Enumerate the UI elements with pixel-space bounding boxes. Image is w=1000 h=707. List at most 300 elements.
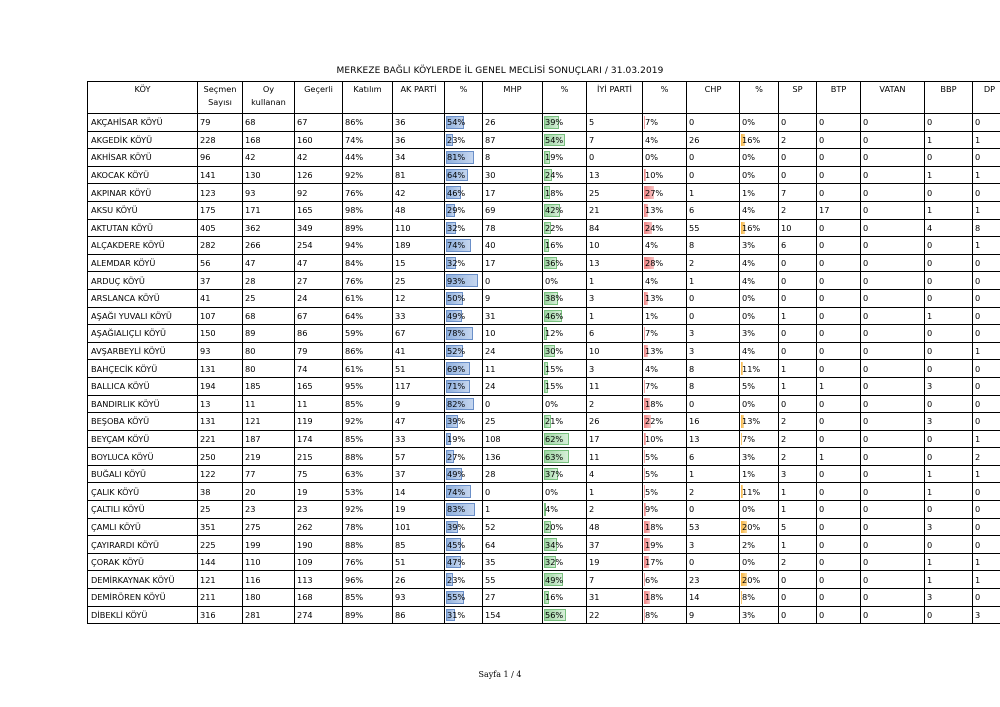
value-cell: 0 (973, 518, 1000, 536)
value-cell: 110 (393, 219, 445, 237)
value-cell: 40 (483, 237, 543, 255)
percent-cell (445, 131, 483, 149)
value-cell: 24 (483, 377, 543, 395)
value-cell: 1 (925, 131, 973, 149)
column-header: İYİ PARTİ (587, 82, 643, 114)
table-row (88, 237, 1000, 255)
value-cell: 0 (779, 325, 817, 343)
header-row (88, 82, 1000, 114)
percent-value: 0% (742, 398, 755, 409)
value-cell: 154 (483, 606, 543, 624)
table-row (88, 342, 1000, 360)
value-cell: 0 (925, 237, 973, 255)
percent-value: 18% (645, 592, 664, 603)
value-cell: 1 (779, 501, 817, 519)
percent-value: 0% (742, 293, 755, 304)
value-cell: 24 (295, 289, 343, 307)
percent-cell (445, 501, 483, 519)
percent-cell (643, 553, 687, 571)
value-cell: 88% (343, 448, 393, 466)
table-row (88, 553, 1000, 571)
value-cell: 28 (243, 272, 295, 290)
percent-cell (643, 307, 687, 325)
percent-cell (543, 413, 587, 431)
percent-value: 49% (447, 469, 466, 480)
percent-cell (445, 237, 483, 255)
value-cell: 0 (861, 254, 925, 272)
value-cell: 26 (393, 571, 445, 589)
percent-value: 18% (545, 187, 564, 198)
value-cell: 88% (343, 536, 393, 554)
percent-value: 16% (742, 222, 761, 233)
percent-cell (740, 430, 779, 448)
value-cell: 0 (973, 483, 1000, 501)
value-cell: 0 (817, 360, 861, 378)
value-cell: 219 (243, 448, 295, 466)
value-cell: 0 (925, 501, 973, 519)
value-cell: 57 (393, 448, 445, 466)
value-cell: 7 (587, 131, 643, 149)
percent-value: 0% (545, 486, 558, 497)
percent-cell (543, 430, 587, 448)
percent-value: 19% (447, 433, 466, 444)
table-row (88, 272, 1000, 290)
value-cell: 187 (243, 430, 295, 448)
percent-cell (445, 166, 483, 184)
value-cell: 122 (198, 465, 243, 483)
percent-value: 69% (447, 363, 466, 374)
value-cell: 0 (817, 430, 861, 448)
percent-value: 0% (742, 117, 755, 128)
value-cell: 3 (925, 413, 973, 431)
value-cell: 225 (198, 536, 243, 554)
value-cell: 274 (295, 606, 343, 624)
value-cell: 35 (483, 553, 543, 571)
percent-cell (445, 114, 483, 132)
value-cell: 51 (393, 360, 445, 378)
value-cell: 24 (483, 342, 543, 360)
percent-cell (543, 184, 587, 202)
value-cell: 0 (687, 114, 740, 132)
percent-cell (740, 377, 779, 395)
percent-value: 6% (645, 574, 658, 585)
value-cell: 80 (243, 360, 295, 378)
percent-value: 3% (742, 609, 755, 620)
percent-cell (740, 131, 779, 149)
village-name-cell: BUĞALI KÖYÜ (88, 465, 198, 483)
value-cell: 13 (687, 430, 740, 448)
value-cell: 10 (587, 237, 643, 255)
percent-value: 0% (742, 310, 755, 321)
column-header: CHP (687, 82, 740, 114)
value-cell: 85% (343, 589, 393, 607)
value-cell: 228 (198, 131, 243, 149)
column-header: % (643, 82, 687, 114)
percent-value: 55% (447, 592, 466, 603)
value-cell: 5 (779, 518, 817, 536)
value-cell: 93 (243, 184, 295, 202)
value-cell: 48 (393, 201, 445, 219)
value-cell: 31 (483, 307, 543, 325)
value-cell: 74% (343, 131, 393, 149)
table-row (88, 114, 1000, 132)
percent-value: 38% (545, 293, 564, 304)
value-cell: 17 (483, 184, 543, 202)
value-cell: 0 (925, 395, 973, 413)
percent-cell (445, 325, 483, 343)
village-name-cell: BANDIRLIK KÖYÜ (88, 395, 198, 413)
value-cell: 25 (587, 184, 643, 202)
value-cell: 47 (243, 254, 295, 272)
value-cell: 3 (925, 377, 973, 395)
value-cell: 9 (393, 395, 445, 413)
column-header: Seçmen Sayısı (198, 82, 243, 114)
percent-cell (643, 201, 687, 219)
value-cell: 113 (295, 571, 343, 589)
table-row (88, 325, 1000, 343)
value-cell: 31 (587, 589, 643, 607)
value-cell: 0 (973, 395, 1000, 413)
value-cell: 0 (817, 589, 861, 607)
table-row (88, 483, 1000, 501)
percent-value: 13% (645, 346, 664, 357)
percent-value: 7% (742, 433, 755, 444)
percent-value: 15% (545, 363, 564, 374)
value-cell: 8 (687, 377, 740, 395)
value-cell: 30 (483, 166, 543, 184)
percent-cell (740, 413, 779, 431)
percent-value: 5% (742, 381, 755, 392)
village-name-cell: ÇORAK KÖYÜ (88, 553, 198, 571)
value-cell: 79 (295, 342, 343, 360)
percent-cell (445, 589, 483, 607)
percent-cell (445, 413, 483, 431)
percent-cell (643, 360, 687, 378)
value-cell: 1 (779, 307, 817, 325)
table-row (88, 536, 1000, 554)
percent-cell (740, 184, 779, 202)
value-cell: 52 (483, 518, 543, 536)
percent-cell (740, 289, 779, 307)
value-cell: 2 (779, 430, 817, 448)
percent-cell (445, 184, 483, 202)
value-cell: 0 (817, 272, 861, 290)
value-cell: 0 (861, 149, 925, 167)
value-cell: 1 (973, 201, 1000, 219)
value-cell: 37 (393, 465, 445, 483)
percent-value: 3% (742, 240, 755, 251)
value-cell: 0 (861, 289, 925, 307)
value-cell: 98% (343, 201, 393, 219)
value-cell: 0 (861, 201, 925, 219)
value-cell: 0 (861, 360, 925, 378)
village-name-cell: BEŞOBA KÖYÜ (88, 413, 198, 431)
percent-cell (543, 131, 587, 149)
percent-cell (543, 395, 587, 413)
value-cell: 8 (687, 360, 740, 378)
value-cell: 75 (295, 465, 343, 483)
percent-value: 20% (742, 574, 761, 585)
value-cell: 42 (393, 184, 445, 202)
column-header: DP (973, 82, 1000, 114)
percent-value: 52% (447, 346, 466, 357)
value-cell: 6 (687, 448, 740, 466)
value-cell: 1 (973, 553, 1000, 571)
percent-cell (643, 166, 687, 184)
village-name-cell: BALLICA KÖYÜ (88, 377, 198, 395)
value-cell: 2 (779, 201, 817, 219)
percent-cell (543, 606, 587, 624)
percent-value: 27% (447, 451, 466, 462)
table-row (88, 606, 1000, 624)
village-name-cell: ÇAYIRARDI KÖYÜ (88, 536, 198, 554)
value-cell: 0 (817, 166, 861, 184)
value-cell: 37 (587, 536, 643, 554)
value-cell: 0 (483, 395, 543, 413)
village-name-cell: ÇAMLI KÖYÜ (88, 518, 198, 536)
value-cell: 86 (393, 606, 445, 624)
value-cell: 17 (483, 254, 543, 272)
value-cell: 0 (817, 501, 861, 519)
value-cell: 1 (925, 166, 973, 184)
value-cell: 42 (243, 149, 295, 167)
village-name-cell: AŞAĞIALIÇLI KÖYÜ (88, 325, 198, 343)
value-cell: 0 (861, 272, 925, 290)
value-cell: 0 (973, 501, 1000, 519)
percent-value: 15% (545, 381, 564, 392)
value-cell: 189 (393, 237, 445, 255)
value-cell: 141 (198, 166, 243, 184)
value-cell: 47 (393, 413, 445, 431)
value-cell: 0 (779, 589, 817, 607)
percent-cell (740, 201, 779, 219)
value-cell: 1 (973, 131, 1000, 149)
value-cell: 0 (861, 483, 925, 501)
value-cell: 86% (343, 114, 393, 132)
village-name-cell: AKHİSAR KÖYÜ (88, 149, 198, 167)
percent-value: 13% (645, 293, 664, 304)
percent-cell (643, 413, 687, 431)
percent-cell (543, 465, 587, 483)
value-cell: 316 (198, 606, 243, 624)
percent-value: 11% (742, 486, 761, 497)
value-cell: 92% (343, 501, 393, 519)
value-cell: 215 (295, 448, 343, 466)
value-cell: 0 (817, 483, 861, 501)
percent-value: 47% (447, 557, 466, 568)
value-cell: 0 (861, 395, 925, 413)
value-cell: 89% (343, 606, 393, 624)
value-cell: 53% (343, 483, 393, 501)
value-cell: 0 (973, 254, 1000, 272)
value-cell: 0 (925, 342, 973, 360)
value-cell: 87 (483, 131, 543, 149)
percent-cell (643, 395, 687, 413)
value-cell: 0 (817, 465, 861, 483)
percent-value: 42% (545, 205, 564, 216)
value-cell: 0 (817, 553, 861, 571)
value-cell: 0 (925, 114, 973, 132)
percent-value: 81% (447, 152, 466, 163)
value-cell: 405 (198, 219, 243, 237)
percent-cell (643, 465, 687, 483)
column-header: KÖY (88, 82, 198, 114)
column-header: MHP (483, 82, 543, 114)
value-cell: 3 (687, 342, 740, 360)
value-cell: 0 (817, 237, 861, 255)
percent-cell (740, 536, 779, 554)
value-cell: 96% (343, 571, 393, 589)
village-name-cell: DEMİRÖREN KÖYÜ (88, 589, 198, 607)
percent-cell (740, 149, 779, 167)
percent-cell (740, 307, 779, 325)
value-cell: 0 (779, 395, 817, 413)
percent-cell (643, 289, 687, 307)
percent-cell (445, 483, 483, 501)
percent-value: 0% (742, 152, 755, 163)
percent-value: 16% (742, 134, 761, 145)
value-cell: 79 (198, 114, 243, 132)
value-cell: 85 (393, 536, 445, 554)
value-cell: 27 (295, 272, 343, 290)
value-cell: 2 (779, 553, 817, 571)
table-row (88, 395, 1000, 413)
value-cell: 150 (198, 325, 243, 343)
value-cell: 76% (343, 272, 393, 290)
village-name-cell: AKPINAR KÖYÜ (88, 184, 198, 202)
percent-cell (543, 536, 587, 554)
value-cell: 0 (973, 184, 1000, 202)
percent-cell (445, 430, 483, 448)
value-cell: 3 (587, 360, 643, 378)
percent-value: 22% (545, 222, 564, 233)
value-cell: 0 (861, 430, 925, 448)
value-cell: 1 (687, 465, 740, 483)
percent-cell (740, 342, 779, 360)
percent-value: 36% (545, 258, 564, 269)
percent-cell (543, 448, 587, 466)
column-header: SP (779, 82, 817, 114)
value-cell: 42 (295, 149, 343, 167)
value-cell: 64% (343, 307, 393, 325)
percent-value: 0% (645, 152, 658, 163)
percent-value: 54% (545, 134, 564, 145)
percent-value: 30% (545, 346, 564, 357)
value-cell: 174 (295, 430, 343, 448)
value-cell: 11 (295, 395, 343, 413)
percent-value: 78% (447, 328, 466, 339)
value-cell: 107 (198, 307, 243, 325)
value-cell: 110 (243, 553, 295, 571)
percent-value: 39% (447, 416, 466, 427)
value-cell: 51 (393, 553, 445, 571)
value-cell: 0 (973, 272, 1000, 290)
value-cell: 92 (295, 184, 343, 202)
village-name-cell: BOYLUCA KÖYÜ (88, 448, 198, 466)
value-cell: 0 (925, 430, 973, 448)
percent-cell (445, 289, 483, 307)
value-cell: 0 (973, 114, 1000, 132)
value-cell: 0 (483, 483, 543, 501)
value-cell: 262 (295, 518, 343, 536)
value-cell: 38 (198, 483, 243, 501)
page-title: MERKEZE BAĞLI KÖYLERDE İL GENEL MECLİSİ SONUÇLARI / 31.03.2019 (336, 66, 664, 76)
value-cell: 0 (817, 325, 861, 343)
percent-cell (643, 184, 687, 202)
value-cell: 3 (973, 606, 1000, 624)
value-cell: 6 (779, 237, 817, 255)
value-cell: 1 (587, 483, 643, 501)
percent-cell (445, 307, 483, 325)
percent-value: 7% (645, 381, 658, 392)
value-cell: 0 (861, 448, 925, 466)
value-cell: 168 (243, 131, 295, 149)
percent-value: 9% (645, 504, 658, 515)
percent-cell (543, 518, 587, 536)
value-cell: 168 (295, 589, 343, 607)
percent-value: 24% (645, 222, 664, 233)
value-cell: 16 (687, 413, 740, 431)
value-cell: 2 (687, 254, 740, 272)
value-cell: 121 (243, 413, 295, 431)
value-cell: 2 (973, 448, 1000, 466)
value-cell: 0 (779, 571, 817, 589)
percent-cell (445, 342, 483, 360)
percent-cell (543, 483, 587, 501)
value-cell: 25 (393, 272, 445, 290)
value-cell: 250 (198, 448, 243, 466)
value-cell: 0 (861, 536, 925, 554)
value-cell: 19 (393, 501, 445, 519)
value-cell: 0 (687, 166, 740, 184)
percent-cell (445, 448, 483, 466)
percent-value: 46% (545, 310, 564, 321)
value-cell: 61% (343, 289, 393, 307)
value-cell: 131 (198, 413, 243, 431)
percent-cell (643, 377, 687, 395)
column-header: % (543, 82, 587, 114)
percent-value: 31% (447, 609, 466, 620)
value-cell: 9 (687, 606, 740, 624)
value-cell: 0 (861, 589, 925, 607)
value-cell: 1 (925, 465, 973, 483)
percent-cell (543, 254, 587, 272)
percent-value: 19% (645, 539, 664, 550)
table-row (88, 166, 1000, 184)
percent-value: 1% (742, 469, 755, 480)
value-cell: 11 (587, 448, 643, 466)
value-cell: 36 (393, 114, 445, 132)
value-cell: 0 (861, 184, 925, 202)
value-cell: 55 (687, 219, 740, 237)
percent-value: 13% (742, 416, 761, 427)
percent-cell (445, 518, 483, 536)
village-name-cell: ARDUÇ KÖYÜ (88, 272, 198, 290)
value-cell: 68 (243, 307, 295, 325)
value-cell: 8 (973, 219, 1000, 237)
value-cell: 275 (243, 518, 295, 536)
value-cell: 11 (483, 360, 543, 378)
value-cell: 109 (295, 553, 343, 571)
results-table (87, 81, 1000, 624)
value-cell: 14 (393, 483, 445, 501)
percent-cell (543, 307, 587, 325)
value-cell: 41 (198, 289, 243, 307)
value-cell: 0 (779, 342, 817, 360)
column-header: BTP (817, 82, 861, 114)
value-cell: 1 (925, 553, 973, 571)
value-cell: 1 (779, 536, 817, 554)
